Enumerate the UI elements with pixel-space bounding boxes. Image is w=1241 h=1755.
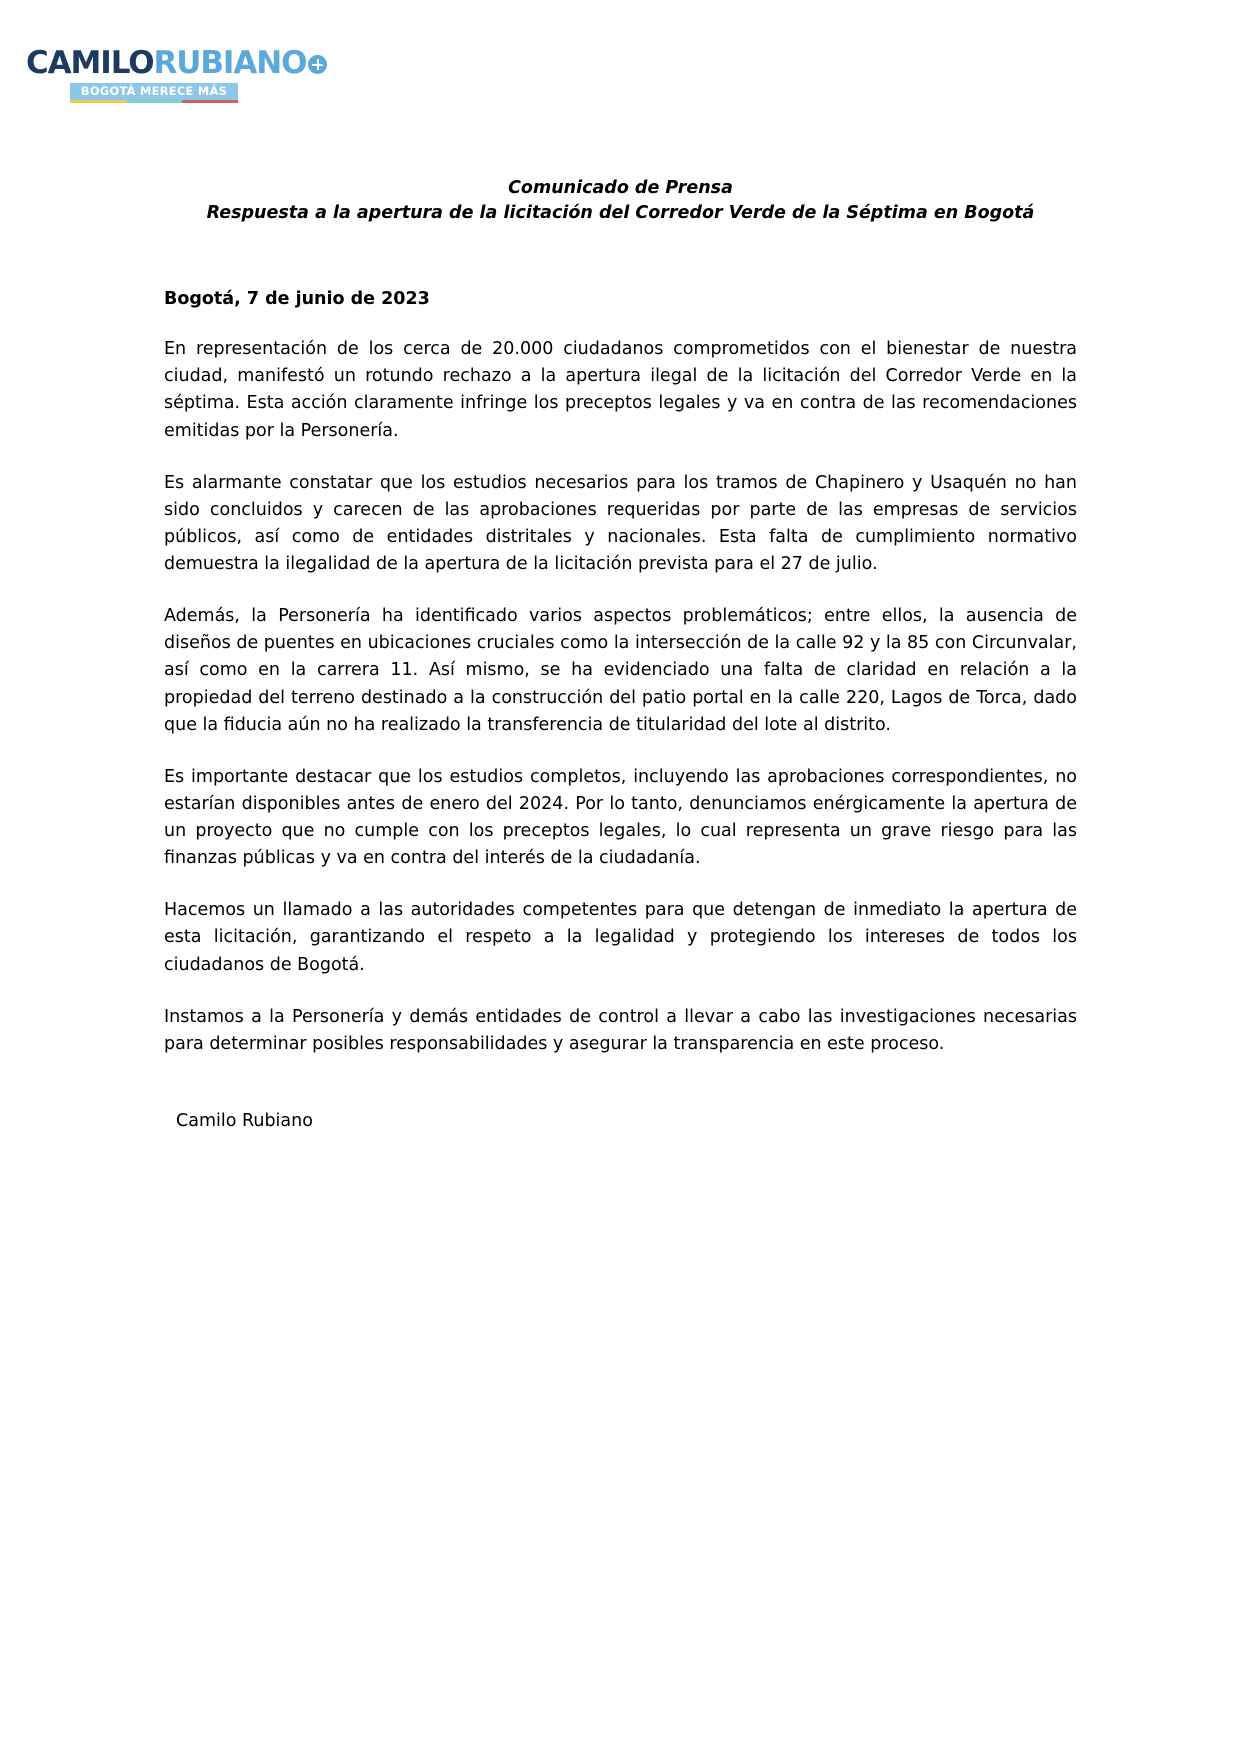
paragraph: Es alarmante constatar que los estudios necesarios para los tramos de Chapinero y Usaquén no han sido concluidos y carecen de las aprobaciones requeridas por parte de las empresas de servicios públicos, así como de entidades distritales y nacionales. Esta falta de cumplimiento normativo demuestra la ilegalidad de la apertura de la licitación prevista para el 27 de julio. <box>164 472 1077 575</box>
document-title: Comunicado de Prensa <box>508 178 733 198</box>
logo-underline <box>70 100 238 103</box>
logo-tagline-wrap <box>70 83 238 103</box>
underline-segment-red <box>182 100 238 103</box>
paragraph: Además, la Personería ha identificado varios aspectos problemáticos; entre ellos, la ausencia de diseños de puentes en ubicaciones cruciales como la intersección de la calle 92 y la 85 con Circunvalar, así como en la carrera 11. Así mismo, se ha evidenciado una falta de claridad en relación a la propiedad del terreno destinado a la construcción del patio portal en la calle 220, Lagos de Torca, dado que la fiducia aún no ha realizado la transferencia de titularidad del lote al distrito. <box>164 606 1077 735</box>
date-line: Bogotá, 7 de junio de 2023 <box>164 288 430 309</box>
underline-segment-yellow <box>70 100 126 103</box>
underline-segment-green <box>126 100 182 103</box>
document-body <box>164 176 1077 1134</box>
brand-logo <box>26 45 307 103</box>
paragraph: Es importante destacar que los estudios completos, incluyendo las aprobaciones correspondientes, no estarían disponibles antes de enero del 2024. Por lo tanto, denunciamos enérgicamente la apertura de un proyecto que no cumple con los preceptos legales, lo cual representa un grave riesgo para las finanzas públicas y va en contra del interés de la ciudadanía. <box>164 766 1077 869</box>
logo-word-first: CAMILO <box>26 45 154 81</box>
logo-wordmark <box>26 45 307 81</box>
paragraph: En representación de los cerca de 20.000 ciudadanos comprometidos con el bienestar de nuestra ciudad, manifestó un rotundo rechazo a la apertura ilegal de la licitación del Corredor Verde en la séptima. Esta acción claramente infringe los preceptos legales y va en contra de las recomendaciones emitidas por la Personería. <box>164 339 1077 441</box>
document-subtitle: Respuesta a la apertura de la licitación del Corredor Verde de la Séptima en Bogotá <box>206 202 1035 223</box>
plus-circle-icon <box>308 55 327 74</box>
paragraph: Hacemos un llamado a las autoridades competentes para que detengan de inmediato la apertura de esta licitación, garantizando el respeto a la legalidad y protegiendo los intereses de todos los ciudadanos de Bogotá. <box>164 900 1077 975</box>
logo-tagline: BOGOTÁ MERECE MÁS <box>70 83 238 100</box>
paragraph: Instamos a la Personería y demás entidades de control a llevar a cabo las investigaciones necesarias para determinar posibles responsabilidades y asegurar la transparencia en este proceso. <box>164 1006 1077 1054</box>
logo-word-second: RUBIANO <box>153 45 307 81</box>
signature-name: Camilo Rubiano <box>176 1110 313 1131</box>
